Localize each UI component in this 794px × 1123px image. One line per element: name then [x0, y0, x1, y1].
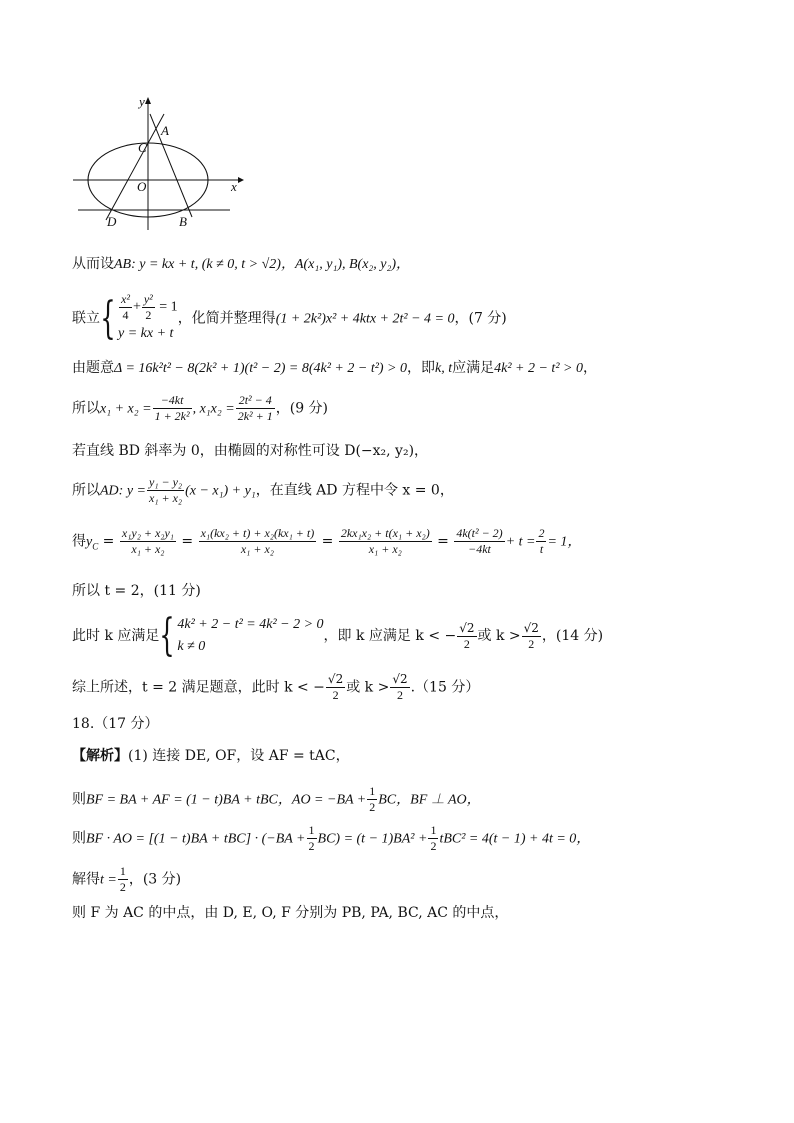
- text: −4kt: [160, 393, 184, 407]
- ellipse-figure: [68, 92, 248, 232]
- text: ，(14 分): [541, 628, 604, 644]
- text: x₁(kx₂ + t) + x₂(kx₁ + t): [200, 526, 315, 540]
- line-15: [72, 864, 181, 895]
- line-3: [72, 361, 597, 376]
- text: t: [536, 541, 546, 557]
- label-a: A: [161, 123, 169, 138]
- text: ，化简并整理得: [177, 310, 276, 327]
- text: : y = kx + t, (k ≠ 0, t > √2): [131, 257, 281, 272]
- text: , x₁x₂ =: [192, 401, 235, 417]
- text: x₁y₂ + x₂y₁: [121, 526, 174, 540]
- text: 联立: [72, 310, 100, 327]
- text: x₁ + x₂: [199, 541, 317, 557]
- text: ，即 k 应满足 k < −: [323, 628, 457, 644]
- label-d: D: [107, 214, 117, 229]
- text: + t =: [505, 534, 536, 550]
- label-y: y: [139, 94, 145, 109]
- text: 从而设: [72, 256, 114, 272]
- line-9: [72, 610, 604, 661]
- text: 2: [308, 839, 315, 853]
- text: BF = BA + AF = (1 − t)BA + tBC: [86, 792, 278, 808]
- line-5: 若直线 BD 斜率为 0，由椭圆的对称性可设 D(−x₂, y₂)，: [72, 443, 429, 459]
- text: .（15 分）: [410, 679, 480, 696]
- text: 所以: [72, 400, 100, 417]
- line-1: [72, 257, 410, 272]
- text: AD: y =: [100, 483, 146, 499]
- text: 2kx₁x₂ + t(x₁ + x₂): [340, 526, 430, 540]
- text: 则: [72, 791, 86, 808]
- text: y = kx + t: [118, 326, 174, 341]
- text: ，在直线 AD 方程中令 x = 0，: [255, 482, 454, 499]
- label-o: O: [137, 179, 147, 194]
- text: x₁ + x₂: [120, 541, 176, 557]
- text: 2: [369, 800, 376, 814]
- label-b: B: [179, 214, 187, 229]
- text: 2: [119, 880, 126, 894]
- text: 1: [119, 864, 126, 878]
- text: BC: [378, 792, 397, 808]
- text: 所以: [72, 482, 100, 499]
- line-2: 联立{ $\frac{\text{x²}}{4}$ + $\frac{\text{y²}}{2}$ = 1 y = kx + t ，化简并整理得(1 + 2k²)x² + 4ktx + 2t² − 4 = 0，(7 分): [72, 292, 507, 344]
- text: 2: [326, 687, 345, 703]
- text: 应满足: [452, 360, 495, 376]
- text: C: [92, 541, 99, 552]
- label-c: C: [138, 140, 147, 155]
- text: y₁ − y₂: [149, 475, 183, 489]
- label-x: x: [231, 179, 237, 194]
- text: = 1，: [547, 534, 582, 550]
- text: 4k² + 2 − t² > 0: [494, 361, 583, 376]
- text: (1 + 2k²)x² + 4ktx + 2t² − 4 = 0: [275, 311, 455, 327]
- text: 或 k >: [346, 679, 390, 696]
- text: AB: [114, 257, 132, 272]
- text: 综上所述，t = 2 满足题意，此时 k < −: [72, 679, 325, 696]
- text: 2: [522, 636, 541, 652]
- text: y: [86, 534, 93, 550]
- line-4: [72, 393, 328, 424]
- brace-icon: {: [100, 292, 116, 344]
- text: ，(7 分): [454, 310, 507, 327]
- text: 或 k >: [477, 628, 521, 644]
- text: 1: [308, 823, 315, 837]
- text: 1 + 2k²: [154, 409, 190, 423]
- line-7: 得$y_C$ = $\frac{\text{x₁y₂ + x₂y₁}}{\text{x₁ + x₂}}$ = $\frac{\text{x₁(kx₂ + t) + x₂(kx₁ + t)}}{\text{x₁ + x₂}}$ = $\frac{\text{2kx₁x₂ + t(x₁ + x₂)}}{\text{x₁ + x₂}}$ = $\frac{\text{4k(t² − 2)}}{-4kt}$ + t = $\frac{2}{t}$ = 1，: [72, 526, 582, 556]
- text: 则: [72, 830, 86, 847]
- text: 2k² + 1: [237, 409, 273, 423]
- line-12: [72, 749, 350, 763]
- line-ab: [150, 114, 192, 217]
- text: 得: [72, 533, 86, 550]
- text: ，BF ⊥ AO，: [396, 792, 481, 808]
- text: t =: [100, 872, 117, 888]
- text: Δ = 16k²t² − 8(2k² + 1)(t² − 2) = 8(4k² + 2 − t²) > 0: [114, 361, 408, 376]
- text: −4kt: [454, 541, 504, 557]
- line-14: [72, 823, 590, 854]
- line-13: [72, 784, 481, 815]
- text: BC) = (t − 1)BA² +: [317, 831, 428, 847]
- text: 2: [538, 526, 545, 540]
- question-number: 18.（17 分）: [72, 716, 159, 732]
- analysis-tag: 【解析】: [72, 748, 128, 764]
- text: k ≠ 0: [177, 639, 206, 654]
- text: √2: [327, 672, 344, 686]
- text: ，: [582, 360, 597, 376]
- text: 4k(t² − 2): [456, 526, 503, 540]
- text: 2: [457, 636, 476, 652]
- text: 1: [430, 823, 437, 837]
- line-10: [72, 672, 479, 703]
- brace-icon: {: [159, 610, 176, 661]
- text: ，A(x₁, y₁), B(x₂, y₂)，: [280, 257, 411, 272]
- text: tBC² = 4(t − 1) + 4t = 0，: [439, 831, 591, 847]
- text: (1) 连接 DE, OF，设 AF = tAC，: [128, 748, 350, 764]
- line-16: 则 F 为 AC 的中点，由 D, E, O, F 分别为 PB, PA, BC, AC 的中点，: [72, 905, 509, 921]
- text: ，即: [407, 360, 436, 376]
- text: 2: [390, 687, 409, 703]
- line-ad: [106, 114, 164, 220]
- text: ，(3 分): [128, 871, 182, 888]
- text: = 1: [155, 299, 178, 315]
- text: √2: [392, 672, 408, 686]
- text: √2: [459, 620, 475, 635]
- line-8: 所以 t = 2，(11 分): [72, 583, 201, 599]
- text: 2t² − 4: [238, 393, 272, 407]
- text: x₁ + x₂: [339, 541, 432, 557]
- line-6: [72, 475, 454, 506]
- text: 由题意: [72, 360, 114, 376]
- text: (x − x₁) + y₁: [185, 483, 256, 499]
- text: BF · AO = [(1 − t)BA + tBC] · (−BA +: [86, 831, 306, 847]
- text: 解得: [72, 871, 100, 888]
- text: ，(9 分): [275, 400, 329, 417]
- text: x₁ + x₂: [149, 491, 183, 505]
- text: 2: [430, 839, 437, 853]
- text: 4k² + 2 − t² = 4k² − 2 > 0: [177, 617, 324, 632]
- text: ，AO = −BA +: [277, 792, 367, 808]
- text: x₁ + x₂ =: [100, 401, 152, 417]
- text: 1: [369, 784, 376, 798]
- text: 此时 k 应满足: [72, 628, 160, 644]
- text: k, t: [435, 361, 453, 376]
- text: √2: [523, 620, 539, 635]
